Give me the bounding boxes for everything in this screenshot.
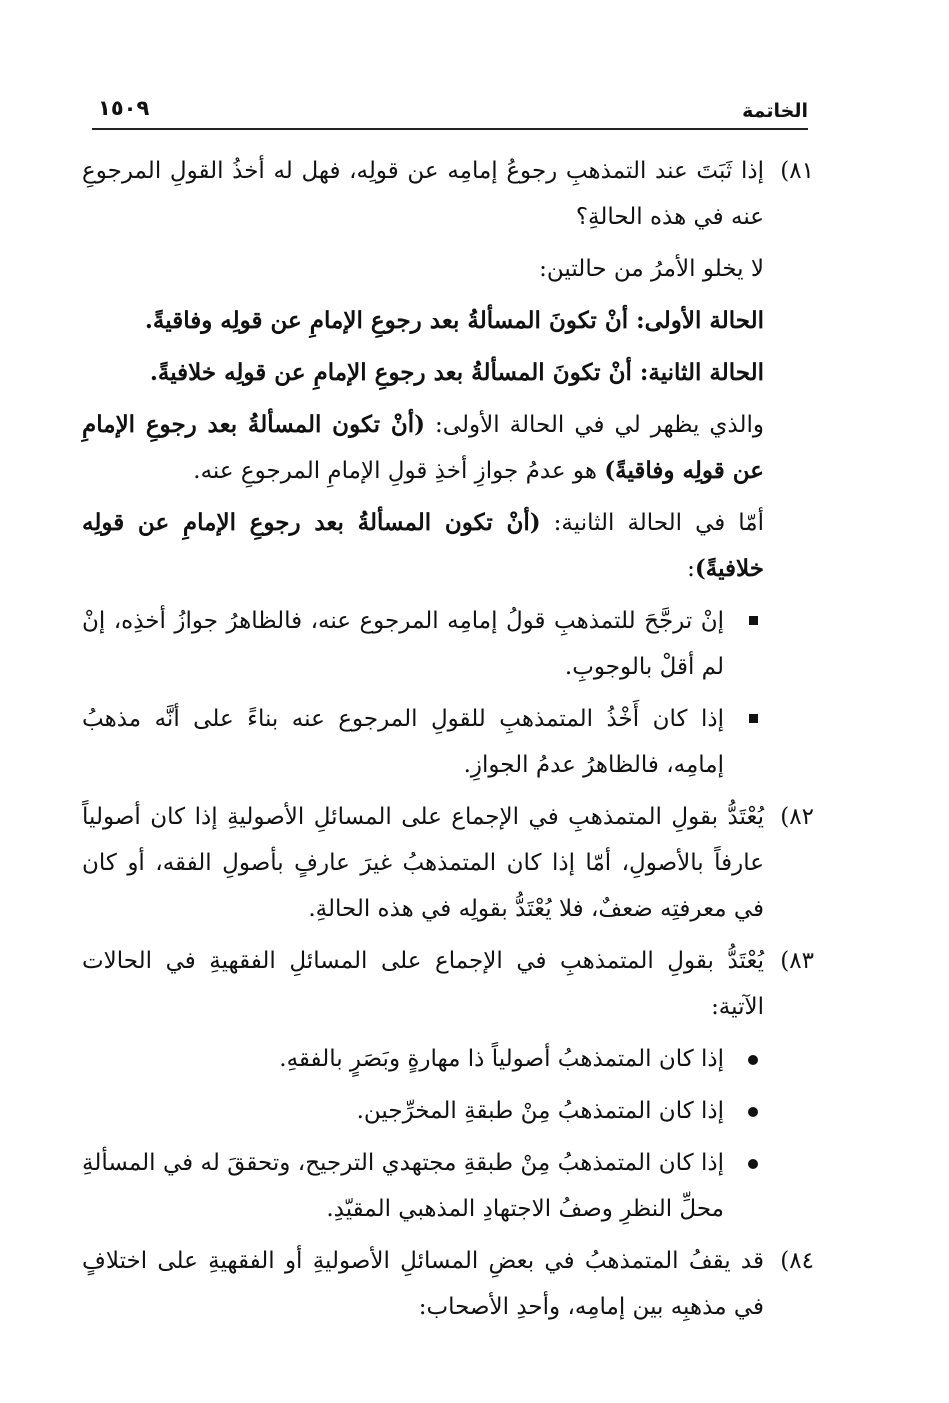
item-text: إذا ثَبَتَ عند التمذهبِ رجوعُ إمامِه عن قولِه، فهل له أخذُ القولِ المرجوعِ عنه في هذه الحالةِ؟ — [82, 158, 764, 230]
paragraph-ruling-one — [82, 402, 814, 494]
item-82 — [82, 794, 814, 932]
item-84 — [82, 1238, 814, 1330]
item-number: ٨٣) — [780, 948, 814, 974]
ruling-one-condition: (أنْ تكون المسألةُ بعد رجوعِ الإمامِ عن قولِه وفاقيةً) — [82, 411, 764, 484]
list-item: إنْ ترجَّحَ للتمذهبِ قولُ إمامِه المرجوع عنه، فالظاهرُ جوازُ أخذِه، إنْ لم أقلْ بالوجوبِ. — [82, 598, 724, 690]
bullet-list-81 — [82, 598, 814, 788]
ruling-two-condition: (أنْ تكون المسألةُ بعد رجوعِ الإمامِ عن قولِه خلافيةً) — [82, 509, 764, 582]
item-83 — [82, 938, 814, 1030]
item-number: ٨٢) — [780, 804, 814, 830]
paragraph-case-one: الحالة الأولى: أنْ تكونَ المسألةُ بعد رجوعِ الإمامِ عن قولِه وفاقيةً. — [144, 307, 764, 334]
paragraph-intro: لا يخلو الأمرُ من حالتين: — [539, 256, 764, 282]
paragraph-ruling-two — [82, 500, 814, 592]
item-number: ٨٤) — [780, 1248, 814, 1274]
item-text: يُعْتَدُّ بقولِ المتمذهبِ في الإجماع على المسائلِ الفقهيةِ في الحالات الآتية: — [82, 948, 764, 1020]
ruling-one-lead: والذي يظهر لي في الحالة الأولى: — [424, 412, 764, 438]
page-body — [82, 148, 814, 1336]
page-header — [92, 92, 808, 130]
ruling-one-result: هو عدمُ جوازِ أخذِ قولِ الإمامِ المرجوعِ عنه. — [193, 458, 605, 484]
item-text: يُعْتَدُّ بقولِ المتمذهبِ في الإجماع على المسائلِ الأصوليةِ إذا كان أصولياً عارفاً بالأصولِ، أمّا إذا كان المتمذهبُ غيرَ عارفٍ بأصولِ الفقه، أو كان في معرفتِه ضعفٌ، فلا يُعْتَدُّ بقولِه في هذه الحالةِ. — [82, 804, 764, 922]
chapter-title: الخاتمة — [742, 100, 808, 122]
paragraph-case-two: الحالة الثانية: أنْ تكونَ المسألةُ بعد رجوعِ الإمامِ عن قولِه خلافيةً. — [149, 359, 764, 386]
list-item: إذا كان المتمذهبُ أصولياً ذا مهارةٍ وبَصَرٍ بالفقهِ. — [82, 1036, 724, 1082]
list-item: إذا كان أَخْذُ المتمذهبِ للقولِ المرجوع عنه بناءً على أنَّه مذهبُ إمامِه، فالظاهرُ عدمُ الجوازِ. — [82, 696, 724, 788]
page-number: ١٥٠٩ — [98, 96, 150, 120]
item-text: قد يقفُ المتمذهبُ في بعضِ المسائلِ الأصوليةِ أو الفقهيةِ على اختلافٍ في مذهبِه بين إمامِه، وأحدِ الأصحاب: — [82, 1248, 764, 1320]
list-item: إذا كان المتمذهبُ مِنْ طبقةِ المخرِّجين. — [82, 1088, 724, 1134]
ruling-two-colon: : — [687, 556, 695, 582]
item-number: ٨١) — [780, 158, 814, 184]
ruling-two-lead: أمّا في الحالة الثانية: — [540, 510, 764, 536]
bullet-list-83 — [82, 1036, 814, 1232]
item-81 — [82, 148, 814, 240]
list-item: إذا كان المتمذهبُ مِنْ طبقةِ مجتهدي الترجيح، وتحققَ له في المسألةِ محلِّ النظرِ وصفُ الاجتهادِ المذهبي المقيّدِ. — [82, 1140, 724, 1232]
